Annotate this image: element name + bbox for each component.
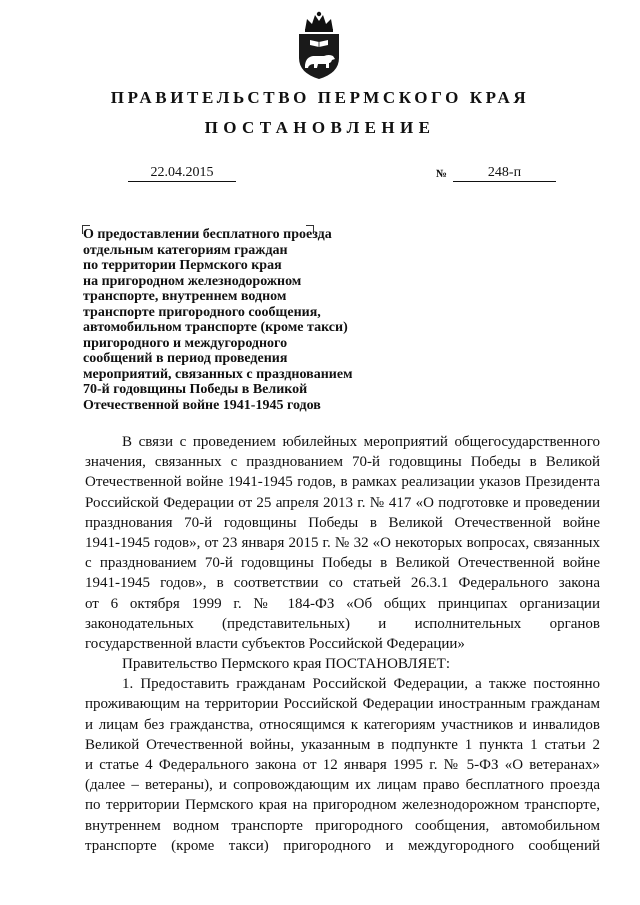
body-line: 1941-1945 годов», в соответствии со статьей 26.3.1 Федерального закона: [85, 575, 600, 592]
document-subject: [83, 227, 383, 413]
body-line: от 6 октября 1999 г. № 184-ФЗ «Об общих принципах организации: [85, 595, 600, 612]
document-date: 22.04.2015: [128, 164, 236, 182]
body-line: 1. Предоставить гражданам Российской Федерации, а также постоянно: [122, 676, 600, 693]
body-line: Отечественной войне 1941-1945 годов, в рамках реализации указов Президента: [85, 474, 600, 491]
document-body: [85, 432, 600, 856]
subject-line: отдельным категориям граждан: [83, 242, 288, 258]
body-line: с празднованием 70-й годовщины Победы в Великой Отечественной войне: [85, 555, 600, 572]
body-line: Правительство Пермского края ПОСТАНОВЛЯЕТ:: [122, 656, 451, 673]
body-line: и лицам без гражданства, относящимся к категориям участников и инвалидов: [85, 716, 600, 733]
body-line: проживающим на территории Российской Федерации иностранным гражданам: [85, 696, 600, 713]
subject-line: мероприятий, связанных с празднованием: [83, 366, 353, 382]
body-line: В связи с проведением юбилейных мероприятий общегосударственного: [122, 434, 600, 450]
body-line: Великой Отечественной войны, указанным в подпункте 1 пункта 1 статьи 2: [85, 736, 600, 753]
government-title: ПРАВИТЕЛЬСТВО ПЕРМСКОГО КРАЯ: [110, 88, 530, 107]
subject-line: пригородного и междугородного: [83, 335, 288, 351]
subject-line: на пригородном железнодорожном: [83, 273, 302, 289]
body-line: государственной власти субъектов Российской Федерации»: [85, 635, 465, 652]
body-line: (далее – ветераны), и сопровождающим их лицам право бесплатного проезда: [85, 777, 600, 794]
number-label: №: [436, 168, 448, 180]
body-line: 1941-1945 годов», от 23 января 2015 г. № 32 «О некоторых вопросах, связанных: [85, 534, 600, 551]
subject-line: автомобильном транспорте (кроме такси): [83, 320, 348, 335]
subject-line: сообщений в период проведения: [83, 351, 288, 366]
subject-line: по территории Пермского края: [83, 258, 282, 273]
body-line: и статье 4 Федерального закона от 12 января 1995 г. № 5-ФЗ «О ветеранах»: [85, 757, 600, 773]
subject-line: Отечественной войне 1941-1945 годов: [83, 397, 321, 413]
body-line: празднования 70-й годовщины Победы в Великой Отечественной войне: [85, 514, 600, 531]
body-line: законодательных (представительных) и исполнительных органов: [85, 615, 600, 632]
document-type: ПОСТАНОВЛЕНИЕ: [204, 118, 436, 137]
body-line: Российской Федерации от 25 апреля 2013 г. № 417 «О подготовке и проведении: [85, 494, 600, 511]
subject-line: транспорте, внутреннем водном: [83, 289, 287, 304]
body-line: внутреннем водном транспорте пригородного сообщения, автомобильном: [85, 817, 600, 834]
body-line: транспорте (кроме такси) пригородного и междугородного сообщений: [85, 837, 600, 854]
perm-krai-coat-of-arms-icon: [296, 10, 342, 80]
document-number: 248-п: [453, 164, 556, 182]
subject-line: транспорте пригородного сообщения,: [83, 304, 321, 320]
body-line: значения, связанных с празднованием 70-й годовщины Победы в Великой: [85, 454, 600, 471]
body-line: по территории Пермского края на пригородном железнодорожном транспорте,: [85, 797, 600, 814]
subject-line: О предоставлении бесплатного проезда: [83, 227, 332, 242]
subject-line: 70-й годовщины Победы в Великой: [83, 382, 308, 397]
